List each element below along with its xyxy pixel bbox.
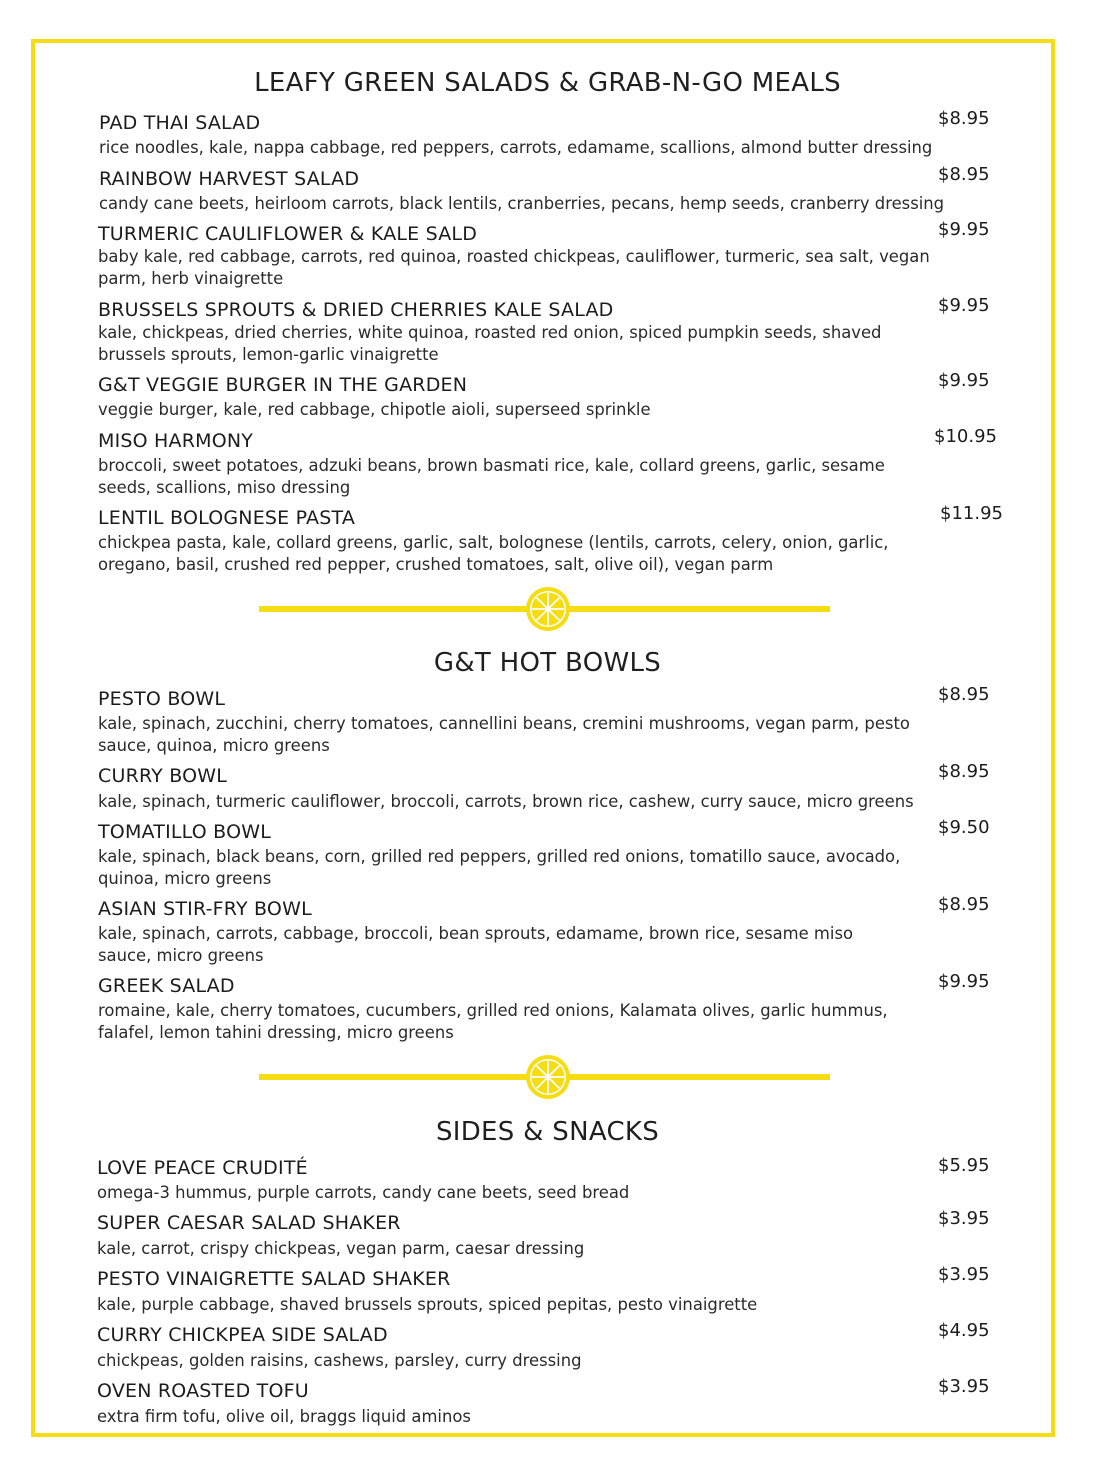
menu-item-price: $9.95	[938, 295, 990, 316]
menu-item-description: kale, spinach, turmeric cauliflower, broccoli, carrots, brown rice, cashew, curry sauce, micro greens	[98, 792, 914, 811]
menu-item-name: TURMERIC CAULIFLOWER & KALE SALD	[98, 223, 478, 245]
menu-item-price: $8.95	[938, 108, 990, 129]
menu-item-description: romaine, kale, cherry tomatoes, cucumbers, grilled red onions, Kalamata olives, garlic hummus, falafel, lemon tahini dressing, micro greens	[98, 1001, 888, 1042]
menu-item-price: $8.95	[938, 894, 990, 915]
lemon-slice-icon	[525, 1054, 571, 1100]
menu-item-name: MISO HARMONY	[98, 430, 254, 452]
menu-item-description: kale, chickpeas, dried cherries, white quinoa, roasted red onion, spiced pumpkin seeds, shaved brussels sprouts, lemon-garlic vinaigrette	[98, 323, 882, 364]
menu-item-name: PESTO VINAIGRETTE SALAD SHAKER	[97, 1268, 451, 1290]
menu-item-description: broccoli, sweet potatoes, adzuki beans, brown basmati rice, kale, collard greens, garlic, sesame seeds, scallions, miso dressing	[98, 456, 885, 497]
menu-item-description: kale, spinach, zucchini, cherry tomatoes, cannellini beans, cremini mushrooms, vegan parm, pesto sauce, quinoa, micro greens	[98, 714, 910, 755]
menu-item-name: ASIAN STIR-FRY BOWL	[98, 898, 312, 920]
menu-item-name: G&T VEGGIE BURGER IN THE GARDEN	[98, 374, 468, 396]
menu-item-price: $4.95	[938, 1320, 990, 1341]
menu-item-description: candy cane beets, heirloom carrots, black lentils, cranberries, pecans, hemp seeds, cranberry dressing	[99, 194, 945, 213]
menu-item-name: RAINBOW HARVEST SALAD	[99, 168, 360, 190]
menu-item-price: $9.95	[938, 370, 990, 391]
menu-item-name: BRUSSELS SPROUTS & DRIED CHERRIES KALE SALAD	[98, 299, 614, 321]
menu-item-description: omega-3 hummus, purple carrots, candy cane beets, seed bread	[97, 1183, 630, 1202]
menu-item-name: SUPER CAESAR SALAD SHAKER	[97, 1212, 401, 1234]
menu-item-description: chickpea pasta, kale, collard greens, garlic, salt, bolognese (lentils, carrots, celery, onion, garlic, oregano, basil, crushed red pepper, crushed tomatoes, salt, olive oil), vegan parm	[98, 533, 889, 574]
menu-item-description: extra firm tofu, olive oil, braggs liquid aminos	[97, 1407, 471, 1426]
menu-item-description: rice noodles, kale, nappa cabbage, red peppers, carrots, edamame, scallions, almond butter dressing	[99, 138, 933, 157]
menu-item-price: $11.95	[940, 503, 1003, 524]
menu-item-price: $8.95	[938, 684, 990, 705]
menu-item-description: kale, spinach, black beans, corn, grilled red peppers, grilled red onions, tomatillo sauce, avocado, quinoa, micro greens	[98, 847, 901, 888]
menu-item-name: PESTO BOWL	[98, 688, 226, 710]
menu-item-description: kale, spinach, carrots, cabbage, broccoli, bean sprouts, edamame, brown rice, sesame miso sauce, micro greens	[98, 924, 854, 965]
menu-item-price: $9.50	[938, 817, 990, 838]
menu-item-description: veggie burger, kale, red cabbage, chipotle aioli, superseed sprinkle	[98, 400, 651, 419]
menu-item-name: OVEN ROASTED TOFU	[97, 1380, 309, 1402]
menu-item-name: LENTIL BOLOGNESE PASTA	[98, 507, 356, 529]
menu-item-name: CURRY BOWL	[98, 765, 228, 787]
menu-item-price: $5.95	[938, 1155, 990, 1176]
menu-item-name: TOMATILLO BOWL	[98, 821, 272, 843]
menu-item-price: $10.95	[934, 426, 997, 447]
menu-item-description: kale, purple cabbage, shaved brussels sprouts, spiced pepitas, pesto vinaigrette	[97, 1295, 758, 1314]
menu-item-description: chickpeas, golden raisins, cashews, parsley, curry dressing	[97, 1351, 582, 1370]
menu-item-name: LOVE PEACE CRUDITÉ	[97, 1157, 308, 1179]
menu-item-name: CURRY CHICKPEA SIDE SALAD	[97, 1324, 388, 1346]
menu-item-description: baby kale, red cabbage, carrots, red quinoa, roasted chickpeas, cauliflower, turmeric, sea salt, vegan parm, herb vinaigrette	[98, 247, 930, 288]
menu-item-name: PAD THAI SALAD	[99, 112, 261, 134]
section-title-sides: SIDES & SNACKS	[435, 1117, 660, 1147]
lemon-slice-icon	[525, 586, 571, 632]
menu-item-price: $3.95	[938, 1264, 990, 1285]
menu-item-price: $9.95	[938, 971, 990, 992]
menu-item-price: $3.95	[938, 1208, 990, 1229]
menu-item-price: $8.95	[938, 164, 990, 185]
menu-item-description: kale, carrot, crispy chickpeas, vegan parm, caesar dressing	[97, 1239, 585, 1258]
section-title-salads: LEAFY GREEN SALADS & GRAB-N-GO MEALS	[254, 68, 841, 98]
section-title-hot-bowls: G&T HOT BOWLS	[433, 648, 662, 678]
menu-item-price: $3.95	[938, 1376, 990, 1397]
menu-item-price: $8.95	[938, 761, 990, 782]
menu-item-price: $9.95	[938, 219, 990, 240]
menu-item-name: GREEK SALAD	[98, 975, 235, 997]
